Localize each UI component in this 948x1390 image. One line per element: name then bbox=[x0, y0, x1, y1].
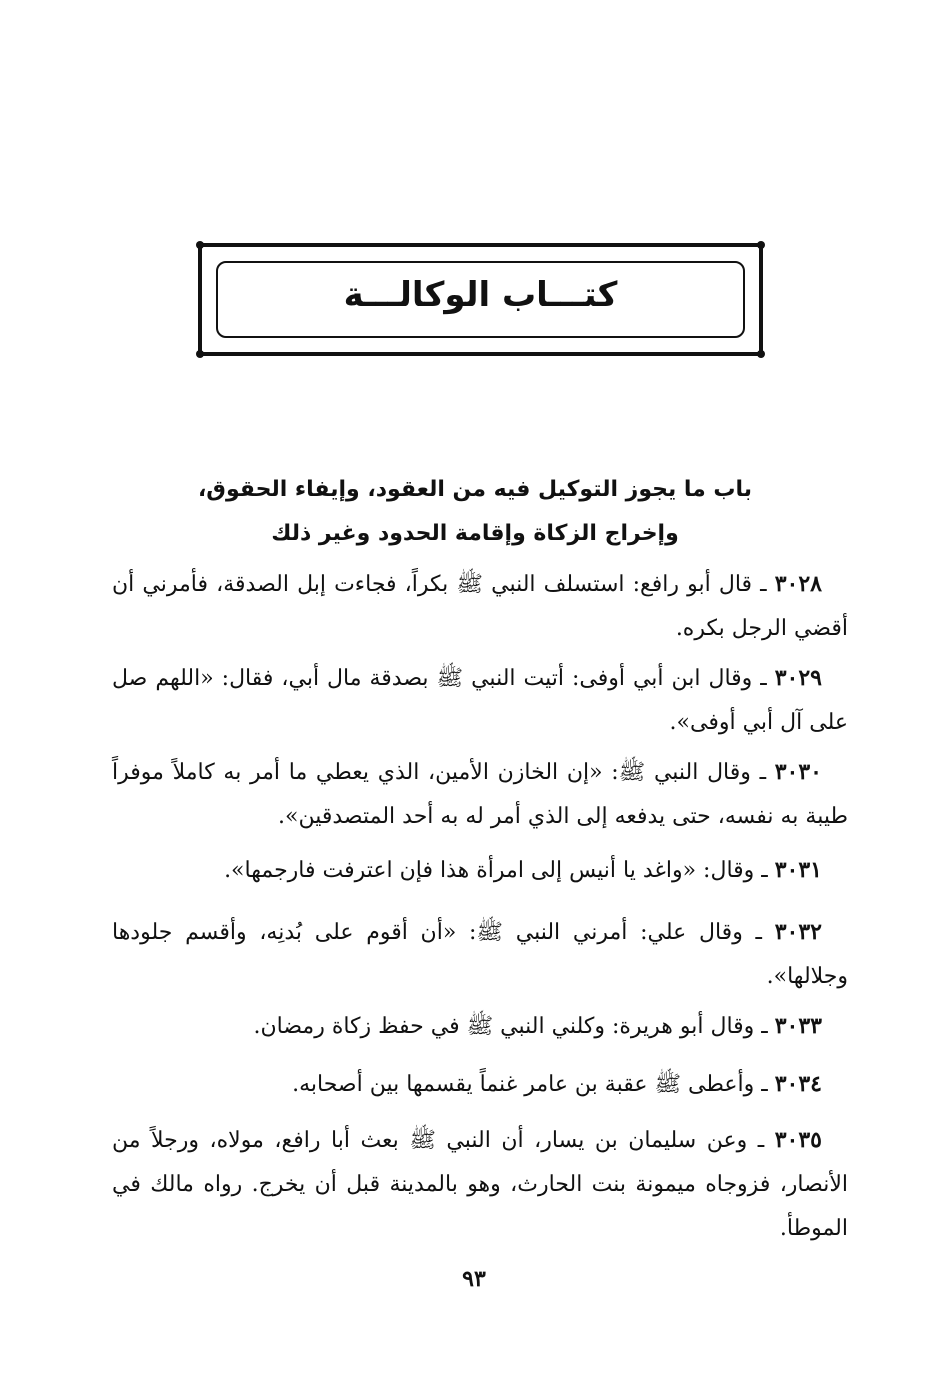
chapter-heading-line-1: باب ما يجوز التوكيل فيه من العقود، وإيفاء الحقوق، bbox=[197, 477, 753, 502]
hadith-number: ٣٠٣٥ bbox=[774, 1127, 822, 1153]
hadith-entry bbox=[112, 1004, 848, 1049]
hadith-entry bbox=[112, 1118, 848, 1251]
hadith-text: ـ وقال أبو هريرة: وكلني النبي ﷺ في حفظ زكاة رمضان. bbox=[253, 1014, 775, 1039]
hadith-text: ـ وأعطى ﷺ عقبة بن عامر غنماً يقسمها بين أصحابه. bbox=[292, 1072, 775, 1097]
hadith-entry bbox=[112, 562, 848, 651]
page-number: ٩٣ bbox=[462, 1266, 486, 1292]
frame-corner-ornament bbox=[757, 241, 765, 249]
book-title: كتـــاب الوكالـــة bbox=[343, 275, 618, 315]
hadith-entry bbox=[112, 848, 848, 893]
hadith-entry bbox=[112, 750, 848, 839]
hadith-text: ـ قال أبو رافع: استسلف النبي ﷺ بكراً، فجاءت إبل الصدقة، فأمرني أن أقضي الرجل بكره. bbox=[112, 572, 848, 641]
title-frame bbox=[198, 243, 763, 356]
hadith-number: ٣٠٣٣ bbox=[774, 1013, 822, 1039]
frame-corner-ornament bbox=[196, 241, 204, 249]
hadith-text: ـ وقال النبي ﷺ: «إن الخازن الأمين، الذي يعطي ما أمر به كاملاً موفراً طيبة به نفسه، حتى يدفعه إلى الذي أمر له به أحد المتصدقين». bbox=[112, 760, 848, 829]
hadith-number: ٣٠٣٢ bbox=[774, 919, 822, 945]
frame-corner-ornament bbox=[757, 350, 765, 358]
hadith-number: ٣٠٣١ bbox=[774, 857, 822, 883]
hadith-text: ـ وقال علي: أمرني النبي ﷺ: «أن أقوم على بُدنِه، وأقسم جلودها وجلالها». bbox=[112, 920, 848, 989]
hadith-number: ٣٠٣٠ bbox=[774, 759, 822, 785]
hadith-number: ٣٠٢٨ bbox=[774, 571, 822, 597]
hadith-entry bbox=[112, 656, 848, 745]
hadith-number: ٣٠٣٤ bbox=[774, 1071, 822, 1097]
hadith-text: ـ وقال: «واغد يا أنيس إلى امرأة هذا فإن اعترفت فارجمها». bbox=[224, 858, 775, 883]
hadith-entry bbox=[112, 910, 848, 999]
hadith-text: ـ وقال ابن أبي أوفى: أتيت النبي ﷺ بصدقة مال أبي، فقال: «اللهم صل على آل أبي أوفى». bbox=[112, 666, 848, 735]
chapter-heading-line-2: وإخراج الزكاة وإقامة الحدود وغير ذلك bbox=[271, 521, 679, 546]
hadith-text: ـ وعن سليمان بن يسار، أن النبي ﷺ بعث أبا رافع، مولاه، ورجلاً من الأنصار، فزوجاه ميمونة بنت الحارث، وهو بالمدينة قبل أن يخرج. رواه مالك في الموطأ. bbox=[112, 1128, 848, 1241]
hadith-number: ٣٠٢٩ bbox=[774, 665, 822, 691]
hadith-entry bbox=[112, 1062, 848, 1107]
frame-corner-ornament bbox=[196, 350, 204, 358]
